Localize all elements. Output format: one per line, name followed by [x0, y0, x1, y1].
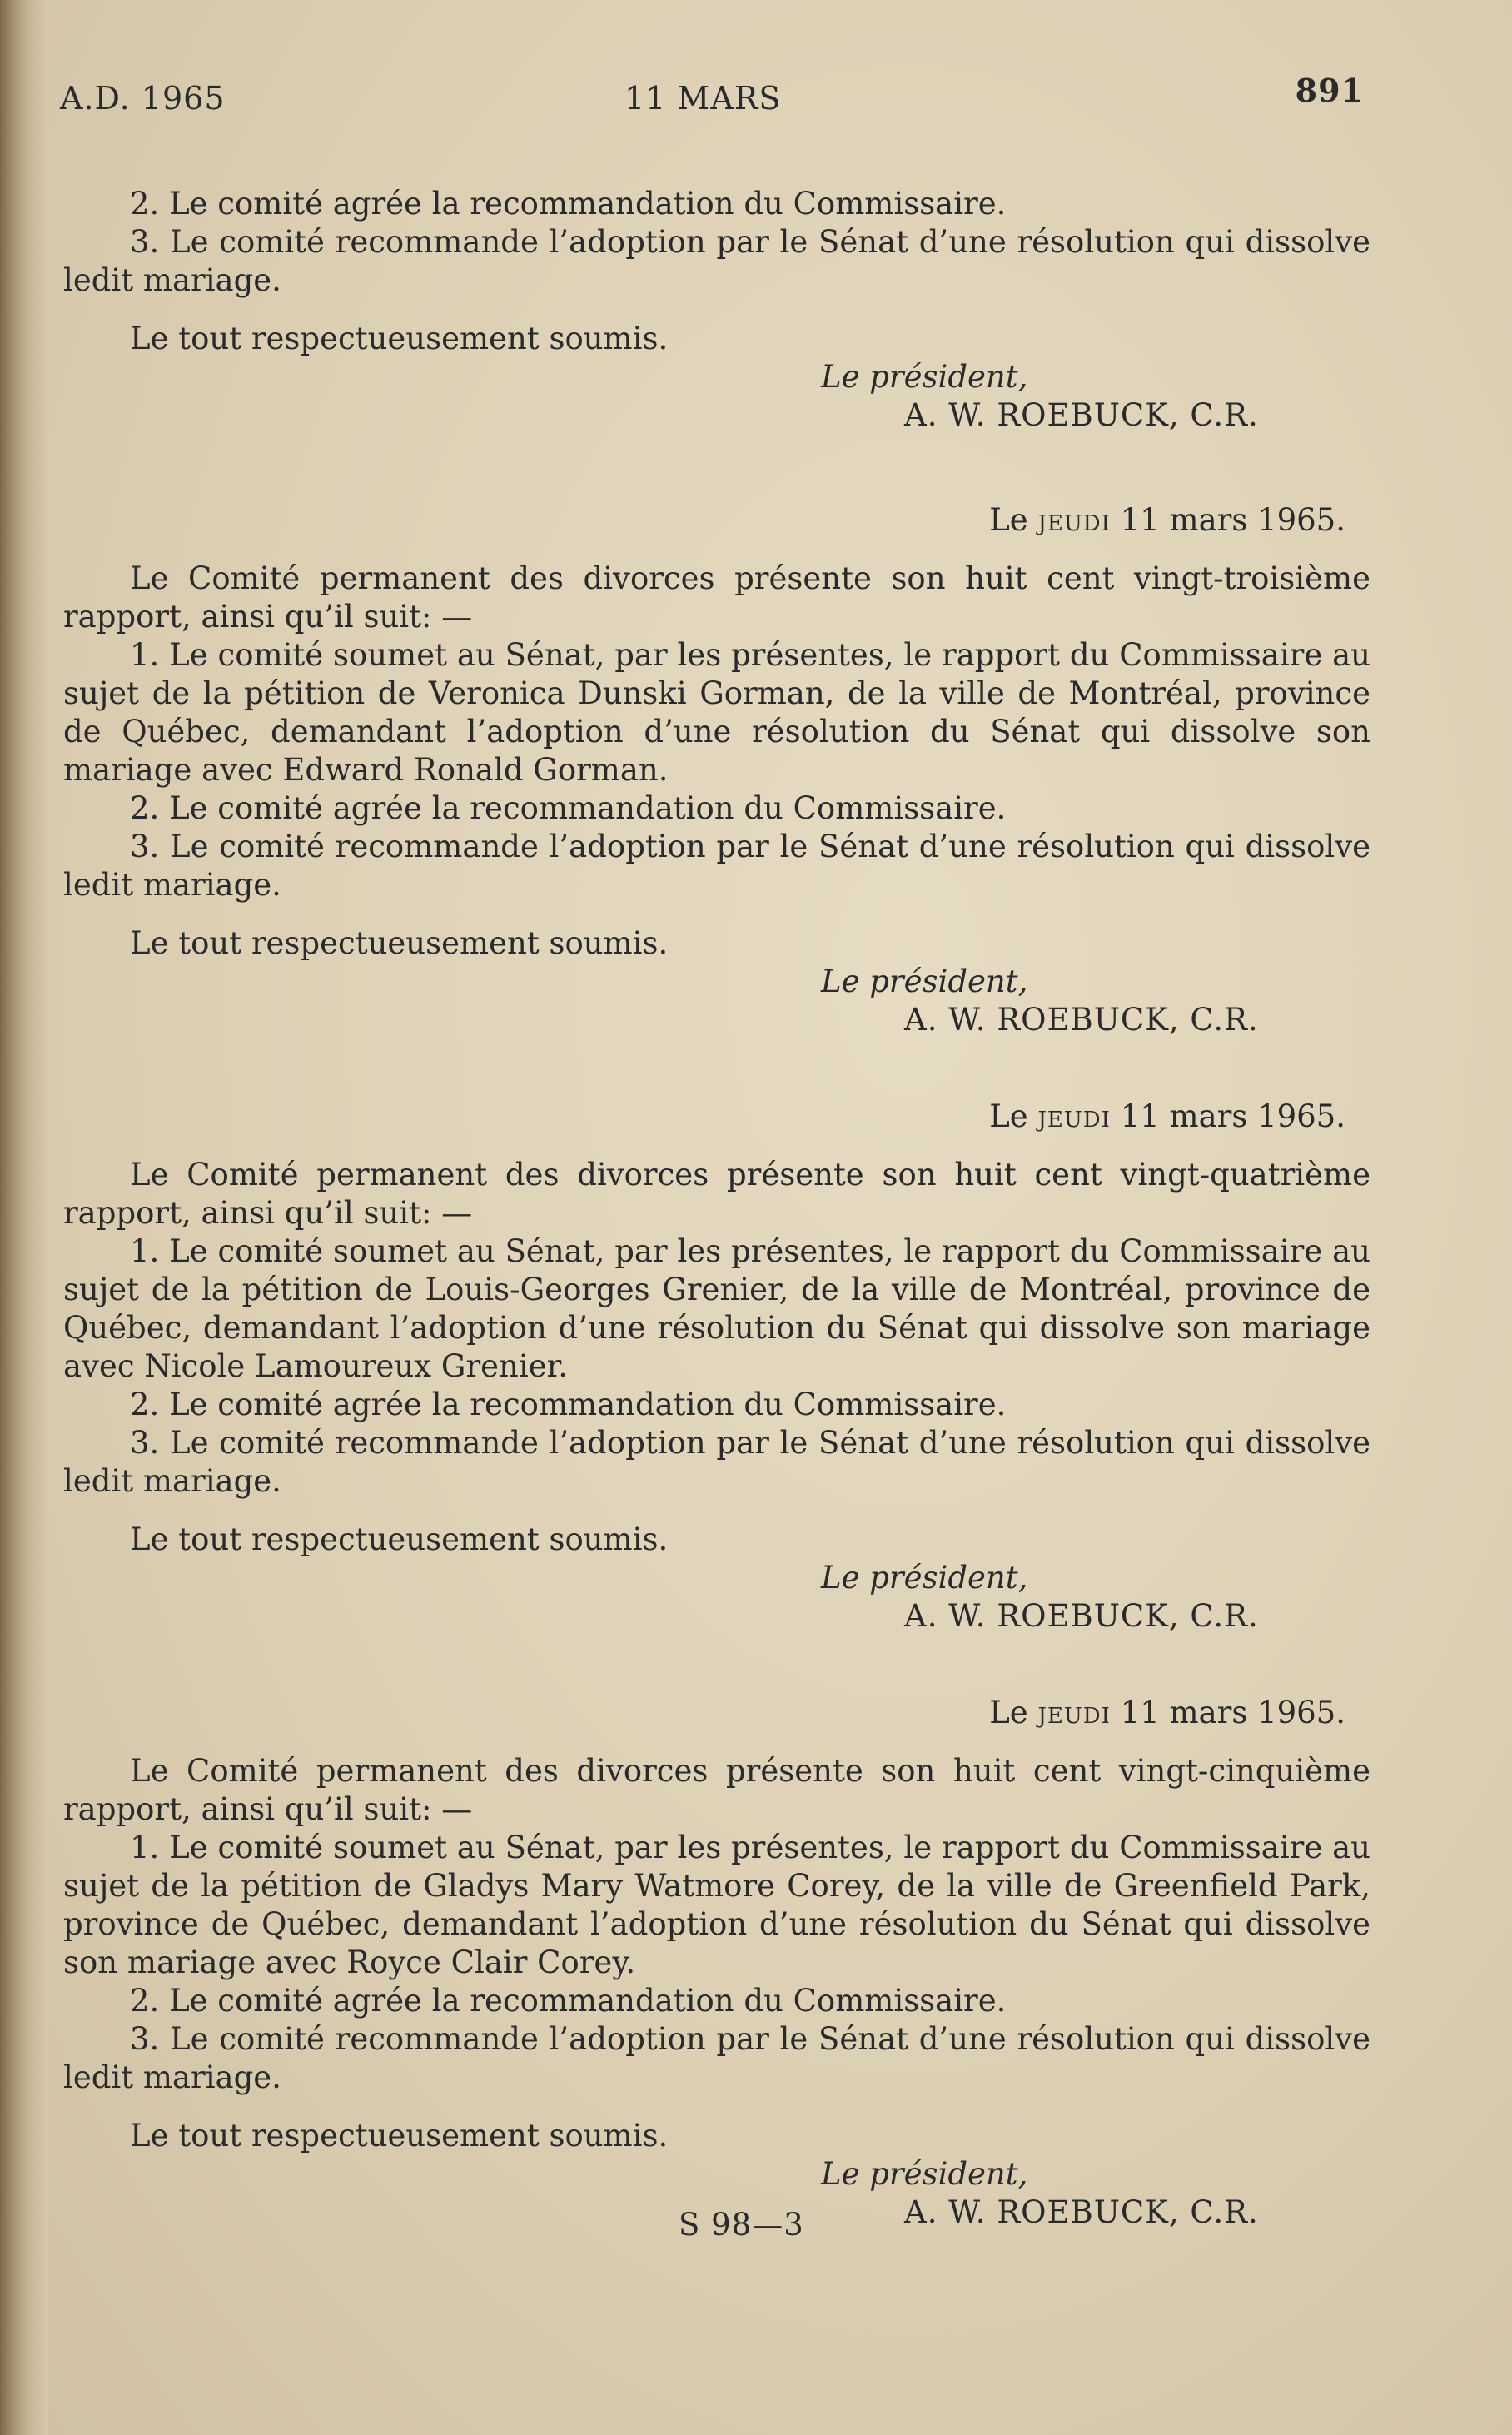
intro-closing: Le tout respectueusement soumis. — [130, 321, 669, 356]
report-closing: Le tout respectueusement soumis. — [130, 1521, 669, 1557]
report-dateline: Le jeudi 11 mars 1965. — [989, 502, 1345, 538]
report-closing: Le tout respectueusement soumis. — [130, 925, 669, 961]
report-signature-title: Le président, — [821, 2156, 1028, 2192]
report-intro: Le Comité permanent des divorces présente son huit cent vingt-cinquième rapport, ainsi qu’il suit: — — [63, 1753, 1370, 1827]
report-intro: Le Comité permanent des divorces présente son huit cent vingt-troisième rapport, ainsi qu’il suit: — — [63, 560, 1370, 635]
report-item-1: 1. Le comité soumet au Sénat, par les présentes, le rapport du Commissaire au sujet de la pétition de Louis-Georges Grenier, de la ville de Montréal, province de Québec, demandant l’adoption d’une résolution du Sénat qui dissolve son mariage avec Nicole Lamoureux Grenier. — [63, 1233, 1370, 1384]
intro-item-3: 3. Le comité recommande l’adoption par le Sénat d’une résolution qui dissolve ledit mariage. — [63, 224, 1370, 298]
report-block — [63, 1098, 1370, 1636]
printer-signature-mark: S 98—3 — [679, 2207, 804, 2243]
report-item-3: 3. Le comité recommande l’adoption par le Sénat d’une résolution qui dissolve ledit mariage. — [63, 1425, 1370, 1499]
report-item-1: 1. Le comité soumet au Sénat, par les présentes, le rapport du Commissaire au sujet de la pétition de Gladys Mary Watmore Corey, de la ville de Greenfield Park, province de Québec, demandant l’adoption d’une résolution du Sénat qui dissolve son mariage avec Royce Clair Corey. — [63, 1830, 1370, 1980]
report-item-2: 2. Le comité agrée la recommandation du Commissaire. — [130, 1983, 1007, 2019]
header-year: A.D. 1965 — [60, 80, 226, 117]
report-signature-name: A. W. ROEBUCK, C.R. — [904, 2194, 1259, 2230]
header-date: 11 MARS — [624, 80, 782, 117]
intro-item-2: 2. Le comité agrée la recommandation du Commissaire. — [130, 186, 1007, 222]
intro-block — [63, 185, 1370, 435]
report-dateline: Le jeudi 11 mars 1965. — [989, 1695, 1345, 1730]
report-item-3: 3. Le comité recommande l’adoption par le Sénat d’une résolution qui dissolve ledit mariage. — [63, 829, 1370, 903]
report-item-2: 2. Le comité agrée la recommandation du Commissaire. — [130, 1387, 1007, 1422]
report-item-2: 2. Le comité agrée la recommandation du Commissaire. — [130, 790, 1007, 826]
report-dateline: Le jeudi 11 mars 1965. — [989, 1098, 1345, 1134]
report-item-3: 3. Le comité recommande l’adoption par le Sénat d’une résolution qui dissolve ledit mariage. — [63, 2021, 1370, 2095]
report-signature-name: A. W. ROEBUCK, C.R. — [904, 1002, 1259, 1038]
report-intro: Le Comité permanent des divorces présente son huit cent vingt-quatrième rapport, ainsi qu’il suit: — — [63, 1157, 1370, 1231]
page-number: 891 — [1295, 72, 1364, 109]
report-block — [63, 501, 1370, 1039]
report-signature-title: Le président, — [821, 964, 1028, 999]
book-binding-edge — [0, 0, 48, 2435]
report-signature-name: A. W. ROEBUCK, C.R. — [904, 1598, 1259, 1634]
report-item-1: 1. Le comité soumet au Sénat, par les présentes, le rapport du Commissaire au sujet de la pétition de Veronica Dunski Gorman, de la ville de Montréal, province de Québec, demandant l’adoption d’une résolution du Sénat qui dissolve son mariage avec Edward Ronald Gorman. — [63, 637, 1370, 788]
intro-signature-name: A. W. ROEBUCK, C.R. — [904, 397, 1259, 433]
report-signature-title: Le président, — [821, 1560, 1028, 1596]
report-closing: Le tout respectueusement soumis. — [130, 2118, 669, 2154]
intro-signature-title: Le président, — [821, 359, 1028, 395]
report-block — [63, 1694, 1370, 2232]
